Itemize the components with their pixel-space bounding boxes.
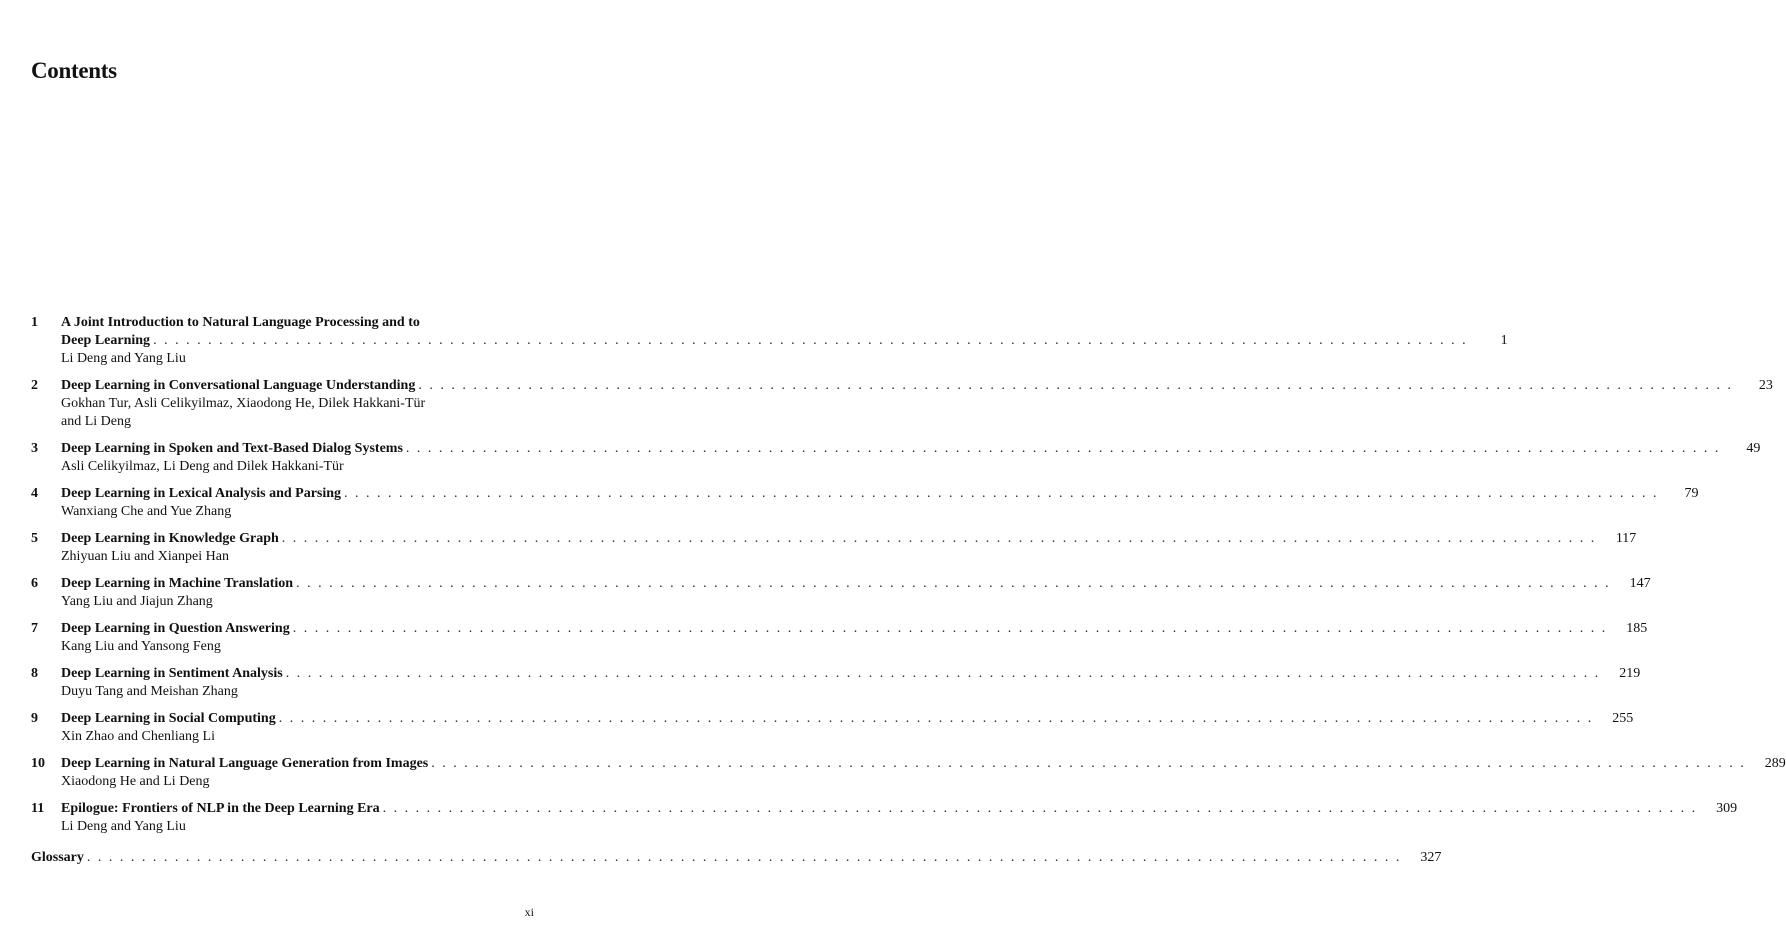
- toc-entry[interactable]: [31, 665, 1641, 701]
- entry-body: [61, 800, 1738, 836]
- chapter-title[interactable]: Deep Learning in Lexical Analysis and Parsing: [61, 486, 342, 501]
- chapter-authors: Asli Celikyilmaz, Li Deng and Dilek Hakkani-Tür: [61, 459, 344, 474]
- dot-leader: . . . . . . . . . . . . . . . . . . . . . . . . . . . . . . . . . . . . . . . . . . . . . . . . . . . . . . . . . . . . . . . . . . . . . . . . . . . . . . . . . . . . . . . . . . . . . . . . . . . . . . . . . . . . . . . . . . . . . . . .: [278, 711, 1594, 726]
- page-ref[interactable]: 147: [1629, 576, 1651, 591]
- dot-leader: . . . . . . . . . . . . . . . . . . . . . . . . . . . . . . . . . . . . . . . . . . . . . . . . . . . . . . . . . . . . . . . . . . . . . . . . . . . . . . . . . . . . . . . . . . . . . . . . . . . . . . . . . . . . . . . . . . . . . . . .: [292, 621, 1608, 636]
- chapter-number: 4: [31, 486, 38, 501]
- toc-entry[interactable]: [31, 530, 1637, 566]
- chapter-title[interactable]: Deep Learning in Question Answering: [61, 621, 290, 636]
- page-ref[interactable]: 23: [1758, 378, 1773, 393]
- entry-body: [61, 485, 1699, 521]
- chapter-number: 7: [31, 621, 38, 636]
- entry-body: [61, 440, 1761, 476]
- toc-entry[interactable]: [31, 620, 1648, 656]
- chapter-title-line: [61, 530, 1637, 548]
- chapter-title-line: [61, 575, 1651, 593]
- chapter-number: 10: [31, 756, 45, 771]
- page-ref[interactable]: 49: [1746, 441, 1761, 456]
- chapter-title-line: [61, 665, 1641, 683]
- chapter-title[interactable]: Deep Learning in Sentiment Analysis: [61, 666, 283, 681]
- chapter-authors: Li Deng and Yang Liu: [61, 819, 186, 834]
- chapter-authors: Kang Liu and Yansong Feng: [61, 639, 221, 654]
- entry-body: [61, 314, 1508, 368]
- chapter-title[interactable]: A Joint Introduction to Natural Language Processing and to: [61, 315, 420, 330]
- chapter-number: 8: [31, 666, 38, 681]
- page-ref[interactable]: 1: [1500, 333, 1508, 348]
- dot-leader: . . . . . . . . . . . . . . . . . . . . . . . . . . . . . . . . . . . . . . . . . . . . . . . . . . . . . . . . . . . . . . . . . . . . . . . . . . . . . . . . . . . . . . . . . . . . . . . . . . . . . . . . . . . . . . . . . . . . . . . .: [344, 486, 1659, 501]
- entry-body: [61, 665, 1641, 701]
- toc-entry[interactable]: [31, 314, 1508, 368]
- chapter-title[interactable]: Deep Learning in Conversational Language Understanding: [61, 378, 416, 393]
- page-title: Contents: [31, 58, 117, 83]
- chapter-authors: Zhiyuan Liu and Xianpei Han: [61, 549, 229, 564]
- chapter-title-line: [61, 710, 1634, 728]
- chapter-title-line: [61, 377, 1773, 395]
- chapter-authors: and Li Deng: [61, 414, 131, 429]
- toc-entry[interactable]: [31, 440, 1761, 476]
- page-ref[interactable]: 309: [1716, 801, 1738, 816]
- entry-body: [61, 575, 1651, 611]
- chapter-authors: Wanxiang Che and Yue Zhang: [61, 504, 232, 519]
- entry-body: [61, 710, 1634, 746]
- chapter-title[interactable]: Deep Learning in Machine Translation: [61, 576, 294, 591]
- chapter-title[interactable]: Deep Learning in Social Computing: [61, 711, 276, 726]
- chapter-number: 9: [31, 711, 38, 726]
- table-of-contents: [31, 314, 1786, 876]
- page-ref[interactable]: 289: [1764, 756, 1786, 771]
- dot-leader: . . . . . . . . . . . . . . . . . . . . . . . . . . . . . . . . . . . . . . . . . . . . . . . . . . . . . . . . . . . . . . . . . . . . . . . . . . . . . . . . . . . . . . . . . . . . . . . . . . . . . . . . . . . . . . . . . . . . . . . .: [382, 801, 1698, 816]
- glossary-line: [31, 849, 1442, 867]
- dot-leader: . . . . . . . . . . . . . . . . . . . . . . . . . . . . . . . . . . . . . . . . . . . . . . . . . . . . . . . . . . . . . . . . . . . . . . . . . . . . . . . . . . . . . . . . . . . . . . . . . . . . . . . . . . . . . . . . . . . . . . . .: [296, 576, 1611, 591]
- chapter-number: 2: [31, 378, 38, 393]
- dot-leader: . . . . . . . . . . . . . . . . . . . . . . . . . . . . . . . . . . . . . . . . . . . . . . . . . . . . . . . . . . . . . . . . . . . . . . . . . . . . . . . . . . . . . . . . . . . . . . . . . . . . . . . . . . . . . . . . . . . . . . . .: [86, 850, 1402, 865]
- chapter-authors: Duyu Tang and Meishan Zhang: [61, 684, 238, 699]
- chapter-title-line: [61, 440, 1761, 458]
- dot-leader: . . . . . . . . . . . . . . . . . . . . . . . . . . . . . . . . . . . . . . . . . . . . . . . . . . . . . . . . . . . . . . . . . . . . . . . . . . . . . . . . . . . . . . . . . . . . . . . . . . . . . . . . . . . . . . . . . . . . . . . .: [285, 666, 1601, 681]
- chapter-title[interactable]: Deep Learning in Natural Language Generation from Images: [61, 756, 429, 771]
- glossary-entry[interactable]: [31, 849, 1442, 867]
- toc-entry[interactable]: [31, 755, 1786, 791]
- entry-body: [61, 377, 1773, 431]
- chapter-authors: Gokhan Tur, Asli Celikyilmaz, Xiaodong He, Dilek Hakkani-Tür: [61, 396, 426, 411]
- chapter-number: 6: [31, 576, 38, 591]
- chapter-title[interactable]: Deep Learning in Spoken and Text-Based Dialog Systems: [61, 441, 403, 456]
- chapter-title-line: [61, 620, 1648, 638]
- chapter-number: 5: [31, 531, 38, 546]
- chapter-title-line: [61, 485, 1699, 503]
- chapter-number: 3: [31, 441, 38, 456]
- entry-body: [61, 755, 1786, 791]
- chapter-authors: Xin Zhao and Chenliang Li: [61, 729, 215, 744]
- page-ref[interactable]: 185: [1626, 621, 1648, 636]
- toc-entry[interactable]: [31, 800, 1738, 836]
- chapter-title-line: [61, 800, 1738, 818]
- toc-entry[interactable]: [31, 575, 1651, 611]
- dot-leader: . . . . . . . . . . . . . . . . . . . . . . . . . . . . . . . . . . . . . . . . . . . . . . . . . . . . . . . . . . . . . . . . . . . . . . . . . . . . . . . . . . . . . . . . . . . . . . . . . . . . . . . . . . . . . . . . . . . . . . . .: [281, 531, 1597, 546]
- page-ref[interactable]: 219: [1619, 666, 1641, 681]
- dot-leader: . . . . . . . . . . . . . . . . . . . . . . . . . . . . . . . . . . . . . . . . . . . . . . . . . . . . . . . . . . . . . . . . . . . . . . . . . . . . . . . . . . . . . . . . . . . . . . . . . . . . . . . . . . . . . . . . . . . . . . . .: [405, 441, 1721, 456]
- chapter-number: 11: [31, 801, 45, 816]
- dot-leader: . . . . . . . . . . . . . . . . . . . . . . . . . . . . . . . . . . . . . . . . . . . . . . . . . . . . . . . . . . . . . . . . . . . . . . . . . . . . . . . . . . . . . . . . . . . . . . . . . . . . . . . . . . . . . . . . . . . . . . . .: [153, 333, 1468, 348]
- chapter-number: 1: [31, 315, 38, 330]
- page-ref[interactable]: 79: [1684, 486, 1699, 501]
- toc-entry[interactable]: [31, 710, 1634, 746]
- entry-body: [61, 620, 1648, 656]
- toc-entry[interactable]: [31, 377, 1773, 431]
- entry-body: [61, 530, 1637, 566]
- chapter-authors: Yang Liu and Jiajun Zhang: [61, 594, 213, 609]
- page-ref[interactable]: 117: [1615, 531, 1637, 546]
- entry-body: [31, 849, 1442, 867]
- dot-leader: . . . . . . . . . . . . . . . . . . . . . . . . . . . . . . . . . . . . . . . . . . . . . . . . . . . . . . . . . . . . . . . . . . . . . . . . . . . . . . . . . . . . . . . . . . . . . . . . . . . . . . . . . . . . . . . . . . . . . . . .: [418, 378, 1733, 393]
- chapter-authors: Li Deng and Yang Liu: [61, 351, 186, 366]
- chapter-authors: Xiaodong He and Li Deng: [61, 774, 210, 789]
- page-number: xi: [524, 905, 534, 919]
- chapter-title-line: [61, 332, 1508, 350]
- page-ref[interactable]: 255: [1612, 711, 1634, 726]
- toc-entry[interactable]: [31, 485, 1699, 521]
- glossary-title[interactable]: Glossary: [31, 850, 84, 865]
- chapter-title-line: [61, 314, 534, 332]
- chapter-title[interactable]: Deep Learning in Knowledge Graph: [61, 531, 279, 546]
- chapter-title[interactable]: Deep Learning: [61, 333, 151, 348]
- chapter-title-line: [61, 755, 1786, 773]
- dot-leader: . . . . . . . . . . . . . . . . . . . . . . . . . . . . . . . . . . . . . . . . . . . . . . . . . . . . . . . . . . . . . . . . . . . . . . . . . . . . . . . . . . . . . . . . . . . . . . . . . . . . . . . . . . . . . . . . . . . . . . . .: [431, 756, 1746, 771]
- chapter-title[interactable]: Epilogue: Frontiers of NLP in the Deep Learning Era: [61, 801, 380, 816]
- page-ref[interactable]: 327: [1420, 850, 1442, 865]
